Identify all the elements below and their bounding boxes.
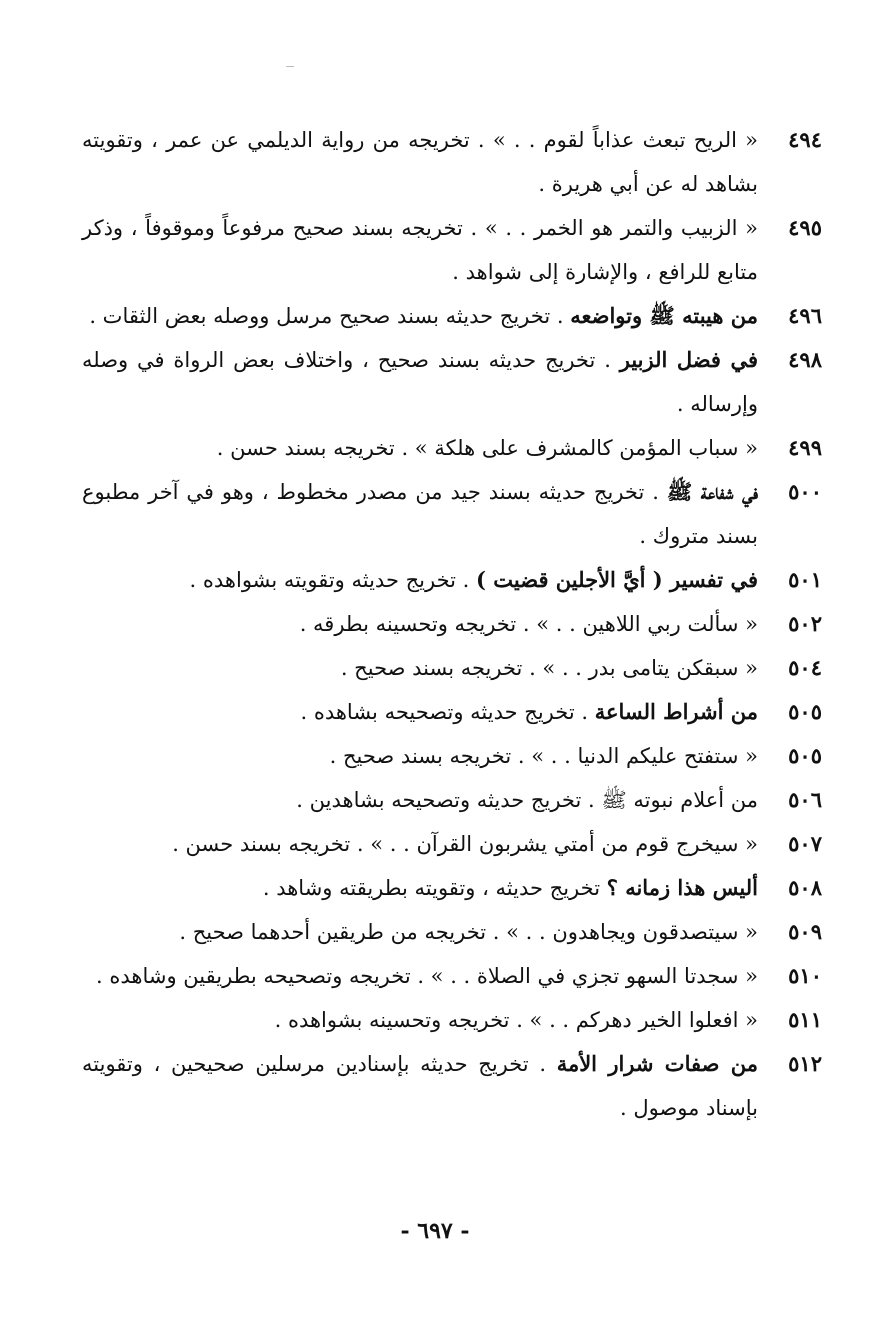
entry-number: ٤٩٦ [788,303,822,328]
entry-body [190,568,758,592]
entry-topic: في شفاعة ﷺ [666,479,758,504]
entry-description: « سيتصدقون ويجاهدون . . » . تخريجه من طريقين أحدهما صحيح . [179,920,758,944]
entry-description: « سباب المؤمن كالمشرف على هلكة » . تخريجه بسند حسن . [216,436,758,460]
entry-description: . تخريج حديثه بسند صحيح مرسل ووصله بعض الثقات . [89,304,564,328]
entry-topic: في فضل الزبير [619,347,758,372]
entry-body [300,612,758,636]
entry-number: ٥٠٥ [788,743,822,768]
entry-body [296,788,758,812]
entry-description: « سيخرج قوم من أمتي يشربون القرآن . . » . تخريجه بسند حسن . [172,832,758,856]
index-entry [82,426,822,470]
entry-number: ٥١١ [788,1007,822,1032]
entry-topic: أليس هذا زمانه ؟ [606,875,758,900]
entry-number: ٥٠٧ [788,831,822,856]
entry-body [82,216,758,284]
entry-description: من أعلام نبوته ﷺ . تخريج حديثه وتصحيحه بشاهدين . [296,788,758,812]
index-entry [82,954,822,998]
index-entry [82,338,822,426]
index-entry [82,778,822,822]
entry-description: . تخريج حديثه بسند جيد من مصدر مخطوط ، وهو في آخر مطبوع بسند متروك . [82,480,758,548]
entry-description: « الزبيب والتمر هو الخمر . . » . تخريجه بسند صحيح مرفوعاً وموقوفاً ، وذكر متابع للرافع ، والإشارة إلى شواهد . [82,216,758,284]
index-entry [82,558,822,602]
entry-body [275,1008,758,1032]
index-entry [82,998,822,1042]
index-entry [82,822,822,866]
entry-number: ٥٠٥ [788,699,822,724]
index-entry [82,206,822,294]
entry-body [217,436,758,460]
entry-body [82,1052,758,1120]
scan-mark [286,66,294,67]
hadith-index-list [82,118,822,1130]
entry-body [263,876,758,900]
index-entry [82,602,822,646]
entry-description: « سجدتا السهو تجزي في الصلاة . . » . تخريجه وتصحيحه بطريقين وشاهده . [96,964,758,988]
index-entry [82,1042,822,1130]
entry-body [89,304,758,328]
entry-number: ٥٠١ [788,567,822,592]
entry-description: . تخريج حديثه وتصحيحه بشاهده . [300,700,589,724]
entry-body [82,128,758,196]
index-entry [82,118,822,206]
entry-number: ٥٠٤ [788,655,822,680]
entry-number: ٥٠٢ [788,611,822,636]
index-entry [82,470,822,558]
entry-body [341,656,758,680]
entry-description: . تخريج حديثه بسند صحيح ، واختلاف بعض الرواة في وصله وإرساله . [82,348,758,416]
entry-description: « افعلوا الخير دهركم . . » . تخريجه وتحسينه بشواهده . [274,1008,758,1032]
entry-description: « سألت ربي اللاهين . . » . تخريجه وتحسينه بطرقه . [299,612,758,636]
entry-topic: من صفات شرار الأمة [556,1051,758,1076]
entry-number: ٤٩٩ [788,435,822,460]
page-number: - ٦٩٧ - [400,1218,470,1244]
entry-description: . تخريج حديثه بإسنادين مرسلين صحيحين ، وتقويته بإسناد موصول . [82,1052,758,1120]
entry-number: ٤٩٨ [788,347,822,372]
entry-topic: في تفسير ( أيَّ الأجلين قضيت ) [476,567,758,592]
entry-body [172,832,758,856]
entry-body [82,480,758,548]
entry-description: « ستفتح عليكم الدنيا . . » . تخريجه بسند صحيح . [329,744,758,768]
entry-number: ٥٠٦ [788,787,822,812]
entry-number: ٤٩٤ [788,127,822,152]
entry-body [300,700,758,724]
entry-number: ٥١٠ [788,963,822,988]
index-entry [82,690,822,734]
index-entry [82,866,822,910]
entry-number: ٥٠٩ [788,919,822,944]
index-entry [82,294,822,338]
entry-body [179,920,758,944]
entry-body [82,348,758,416]
entry-number: ٤٩٥ [788,215,822,240]
entry-description: . تخريج حديثه وتقويته بشواهده . [189,568,470,592]
entry-description: « الريح تبعث عذاباً لقوم . . » . تخريجه من رواية الديلمي عن عمر ، وتقويته بشاهد له عن أبي هريرة . [82,128,758,196]
entry-body [96,964,758,988]
entry-number: ٥٠٠ [788,479,822,504]
index-entry [82,910,822,954]
entry-description: تخريج حديثه ، وتقويته بطريقته وشاهد . [262,876,601,900]
entry-topic: من هيبته ﷺ وتواضعه [570,303,758,328]
entry-number: ٥١٢ [788,1051,822,1076]
entry-body [330,744,758,768]
index-entry [82,734,822,778]
entry-number: ٥٠٨ [788,875,822,900]
entry-topic: من أشراط الساعة [594,699,758,724]
index-entry [82,646,822,690]
entry-description: « سبقكن يتامى بدر . . » . تخريجه بسند صحيح . [340,656,758,680]
